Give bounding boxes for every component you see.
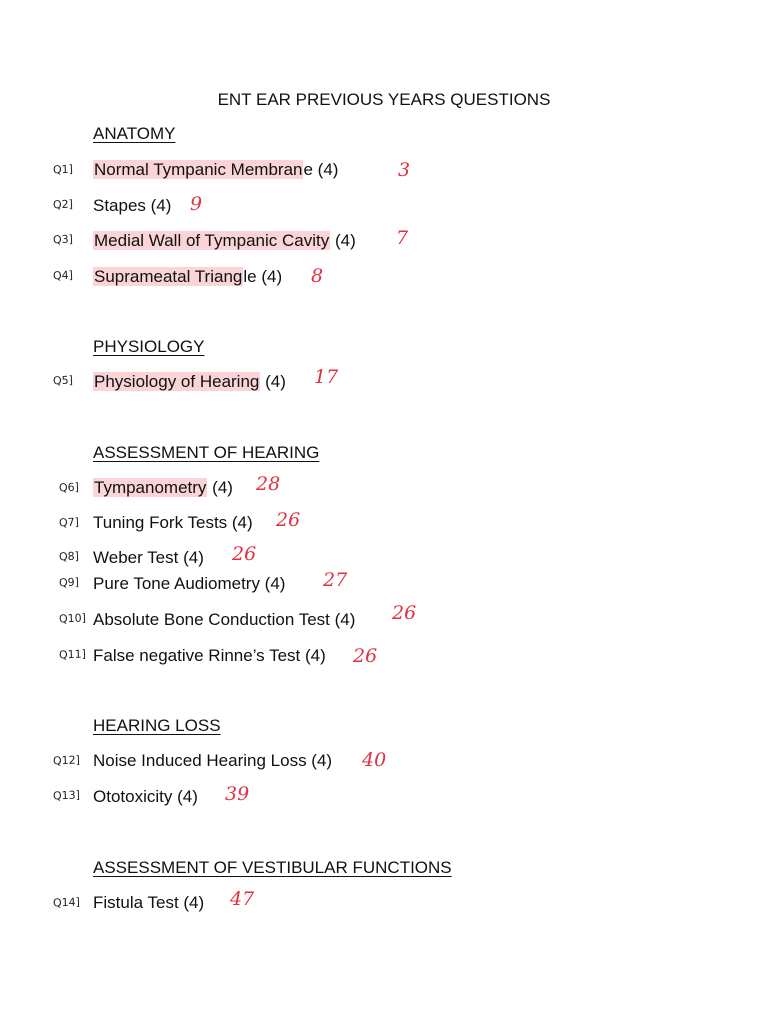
handwritten-note: 7 <box>396 227 409 249</box>
document-title: ENT EAR PREVIOUS YEARS QUESTIONS <box>217 90 551 109</box>
highlighted-text: Normal Tympanic Membran <box>94 160 303 179</box>
question-number: Q10] <box>58 611 87 626</box>
section-heading-hearing-loss: HEARING LOSS <box>93 716 221 735</box>
section-heading-physiology: PHYSIOLOGY <box>93 337 205 356</box>
question-number: Q9] <box>58 575 80 590</box>
handwritten-note: 26 <box>353 645 378 667</box>
question-text: e (4) <box>303 160 339 179</box>
question-number: Q5] <box>52 373 74 388</box>
question-text: Pure Tone Audiometry (4) <box>93 574 286 593</box>
question-number: Q6] <box>58 480 80 495</box>
highlighted-text: Suprameatal Triang <box>94 267 243 286</box>
handwritten-note: 9 <box>190 193 203 215</box>
handwritten-note: 28 <box>256 473 281 495</box>
section-heading-assessment-of-hearing: ASSESSMENT OF HEARING <box>93 443 320 462</box>
question-text: (4) <box>330 231 356 250</box>
handwritten-note: 27 <box>323 569 348 591</box>
handwritten-note: 26 <box>232 543 257 565</box>
question-text: Weber Test (4) <box>93 548 204 567</box>
handwritten-note: 40 <box>362 749 387 771</box>
handwritten-note: 17 <box>314 366 339 388</box>
handwritten-note: 39 <box>225 783 250 805</box>
question-number: Q1] <box>52 162 74 177</box>
question-text: Stapes (4) <box>93 196 172 215</box>
question-number: Q7] <box>58 515 80 530</box>
question-number: Q4] <box>52 268 74 283</box>
handwritten-note: 8 <box>311 265 324 287</box>
question-text: Ototoxicity (4) <box>93 787 198 806</box>
question-text: False negative Rinne’s Test (4) <box>93 646 326 665</box>
question-text: le (4) <box>243 267 283 286</box>
question-text: Noise Induced Hearing Loss (4) <box>93 751 333 770</box>
question-text: Fistula Test (4) <box>93 893 205 912</box>
question-number: Q3] <box>52 232 74 247</box>
question-text: (4) <box>260 372 286 391</box>
section-heading-anatomy: ANATOMY <box>93 124 176 143</box>
question-number: Q11] <box>58 647 87 662</box>
question-text: (4) <box>207 478 233 497</box>
question-text: Absolute Bone Conduction Test (4) <box>93 610 356 629</box>
question-number: Q8] <box>58 549 80 564</box>
question-number: Q2] <box>52 197 74 212</box>
handwritten-note: 26 <box>276 509 301 531</box>
handwritten-note: 3 <box>398 159 411 181</box>
highlighted-text: Physiology of Hearing <box>94 372 260 391</box>
question-text: Tuning Fork Tests (4) <box>93 513 253 532</box>
handwritten-note: 47 <box>230 888 255 910</box>
highlighted-text: Tympanometry <box>94 478 207 497</box>
question-number: Q13] <box>52 788 81 803</box>
question-number: Q12] <box>52 753 81 768</box>
question-number: Q14] <box>52 895 81 910</box>
section-heading-vestibular-functions: ASSESSMENT OF VESTIBULAR FUNCTIONS <box>93 858 452 877</box>
highlighted-text: Medial Wall of Tympanic Cavity <box>94 231 330 250</box>
handwritten-note: 26 <box>392 602 417 624</box>
